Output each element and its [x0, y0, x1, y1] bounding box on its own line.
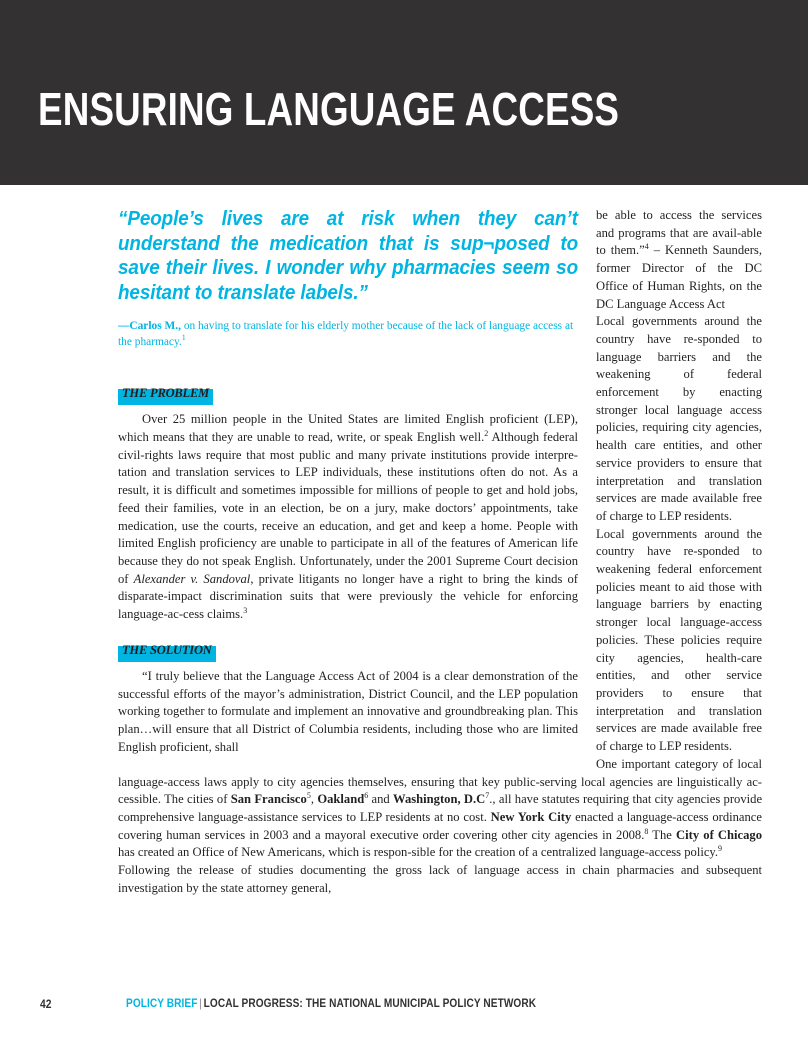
paragraph-city-laws-part-f: The [648, 827, 677, 842]
paragraph-city-laws-part-c: and [368, 792, 394, 807]
pullquote-attribution [118, 318, 578, 350]
paragraph-city-laws [118, 756, 762, 862]
problem-heading-wrap [118, 384, 578, 405]
footer-credit [126, 997, 536, 1010]
paragraph-city-laws-part-d: ., all have statutes requiring that city agencies provide comprehensive language-assistance services to LEP residents at no cost. [118, 792, 763, 824]
footnote-marker-9: 9 [718, 844, 723, 854]
footer-credit-text: LOCAL PROGRESS: THE NATIONAL MUNICIPAL POLICY NETWORK [203, 997, 537, 1010]
content-flow [118, 207, 762, 992]
footer-brand: POLICY BRIEF [126, 997, 198, 1010]
section-heading-problem-label: THE PROBLEM [122, 386, 210, 401]
footnote-marker-6: 6 [364, 791, 369, 801]
paragraph-city-laws-part-b: , [310, 792, 318, 807]
city-name-washington-dc: Washington, D.C [393, 792, 486, 807]
paragraph-solution-1: “I truly believe that the Language Access Act of 2004 is a clear demonstration of the successful efforts of the mayor’s administration, District Council, and the LEP population working together to formulate and implement an innovative and groundbreaking plan. This plan…will ensure that all District of Columbia residents, including those who are limited English proficient, shall [118, 668, 578, 754]
footnote-marker-5: 5 [306, 791, 311, 801]
paragraph-right-continuation-part-a: be able to access the services and programs that are avail-able to them.” [596, 208, 762, 258]
paragraph-local-gov-intro: Local governments around the country have re-sponded to language barriers and the weakening of federal enforcement by enacting stronger local language access policies, requiring city agencies, health care entities, and other service providers to ensure that interpretation and translation services are made available free of charge to LEP residents. [596, 314, 762, 523]
paragraph-problem-1-part-c: , private litigants no longer have a right to bring the kinds of disparate-impact discrimination suits that were previously the vehicle for enforcing language-ac-cess claims. [118, 571, 578, 622]
footnote-marker-7: 7 [485, 791, 490, 801]
section-heading-solution-label: THE SOLUTION [122, 642, 212, 657]
city-name-san-francisco: San Francisco [230, 792, 307, 807]
pullquote-footnote-marker: 1 [181, 333, 186, 343]
page-body [0, 185, 808, 1046]
paragraph-problem-1 [118, 411, 578, 623]
paragraph-city-laws-part-g: has created an Office of New Americans, which is respon-sible for the creation of a centralized language-access policy. [118, 845, 719, 860]
footnote-marker-2: 2 [484, 428, 489, 438]
footnote-marker-4: 4 [644, 242, 649, 252]
section-heading-problem [118, 385, 213, 405]
header-band [0, 0, 808, 185]
pullquote-attribution-rest: on having to translate for his elderly mother because of the lack of language access at the pharmacy. [118, 320, 574, 349]
section-heading-solution [118, 642, 216, 662]
footnote-marker-8: 8 [644, 826, 649, 836]
pullquote-block [118, 207, 578, 756]
paragraph-problem-1-part-b: Although federal civil-rights laws require that most public and many private institutions provide interpre-tation and translation services to LEP individuals, these institutions often do not. As a result, it is difficult and sometimes impossible for millions of people to get and hold jobs, feed their families, vote in an election, be on a jury, make doctors’ appointments, take medication, use the courts, receive an education, and get and keep a home. People with limited English proficiency are unable to participate in all of the features of American life because they do not speak English. Unfortunately, under the 2001 Supreme Court decision of [118, 430, 578, 586]
footer-page-number: 42 [40, 997, 52, 1011]
city-name-city-of-chicago: City of Chicago [676, 827, 763, 842]
case-citation-alexander-v-sandoval: Alexander v. Sandoval [133, 571, 251, 586]
page-footer [0, 997, 808, 1013]
city-name-new-york-city: New York City [490, 809, 572, 824]
footer-separator: | [199, 997, 202, 1010]
paragraph-right-continuation-part-b: – Kenneth Saunders, former Director of the DC Office of Human Rights, on the DC Language Access Act [596, 243, 762, 311]
solution-heading-wrap [118, 641, 578, 662]
pullquote-text: “People’s lives are at risk when they can’t understand the medication that is sup¬posed to save their lives. I wonder why pharmacies seem so hesitant to translate labels.” [118, 207, 578, 304]
paragraph-city-laws-part-a: One important category of local language-access laws apply to city agencies themselves, ensuring that key public-serving local agencies are linguistically ac-cessible. The cities of [118, 756, 762, 807]
page-title: ENSURING LANGUAGE ACCESS [38, 83, 620, 135]
paragraph-city-laws-part-e: enacted a language-access ordinance covering human services in 2003 and a mayoral executive order covering other city agencies in 2008. [118, 809, 762, 842]
pullquote-attribution-name: —Carlos M., [118, 320, 181, 333]
footnote-marker-3: 3 [243, 605, 248, 615]
city-name-oakland: Oakland [317, 792, 365, 807]
paragraph-local-gov-2: Local governments around the country have re-sponded to weakening federal enforcement policies meant to aid those with language barriers by enacting stronger local language-access policies. These policies require city agencies, health-care entities, and other service providers to ensure that interpretation and translation services are made available free of charge to LEP residents. [596, 526, 762, 754]
paragraph-pharmacy: Following the release of studies documenting the gross lack of language access in chain pharmacies and subsequent investigation by the state attorney general, [118, 863, 762, 895]
paragraph-problem-1-part-a: Over 25 million people in the United States are limited English proficient (LEP), which means that they are unable to read, write, or speak English well. [118, 412, 578, 445]
